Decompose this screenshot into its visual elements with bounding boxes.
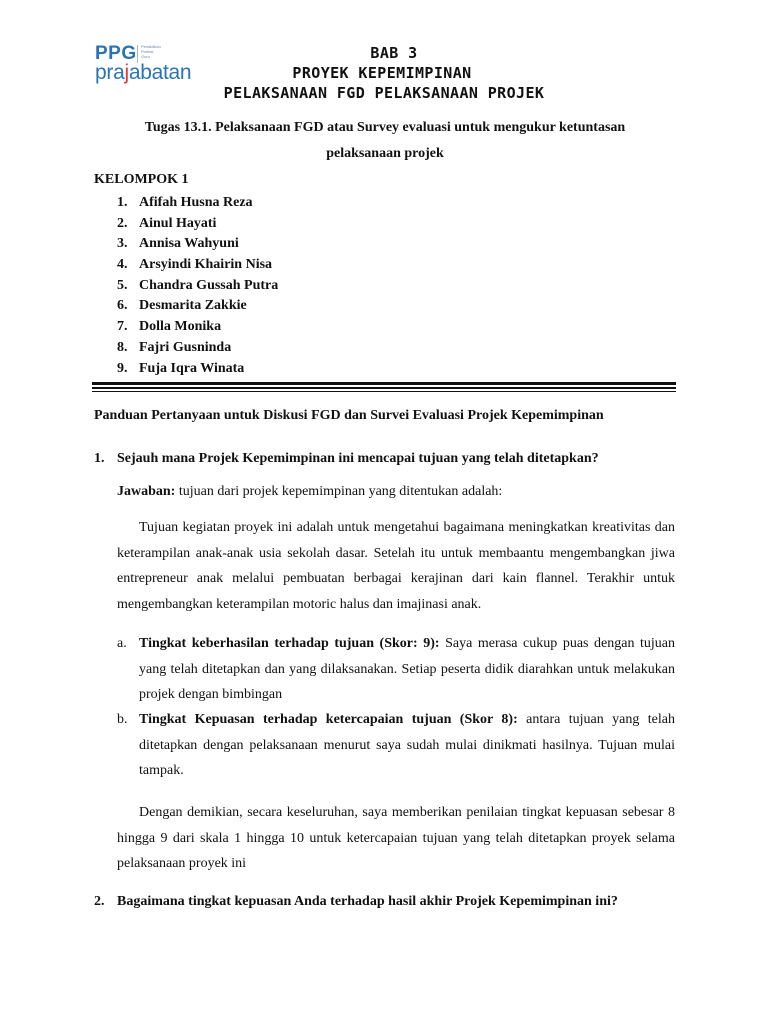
conclusion-paragraph: Dengan demikian, secara keseluruhan, saya memberikan penilaian tingkat kepuasan sebesar 8 hingga 9 dari skala 1 hingga 10 untuk ketercapaian tujuan yang telah ditetapkan proyek selama pelaksanaan proyek ini (117, 805, 675, 871)
logo-wordmark: prajabatan (95, 61, 192, 84)
chapter-title: BAB 3 (370, 44, 418, 62)
section-title: PELAKSANAAN FGD PELAKSANAAN PROJEK (223, 84, 545, 102)
answer-intro: Jawaban: tujuan dari projek kepemimpinan yang ditentukan adalah: (117, 484, 503, 499)
guide-title: Panduan Pertanyaan untuk Diskusi FGD dan Survei Evaluasi Projek Kepemimpinan (94, 408, 604, 423)
logo-ppg-text: PPG (95, 43, 137, 64)
question-1: 1. Sejauh mana Projek Kepemimpinan ini mencapai tujuan yang telah ditetapkan? (94, 451, 599, 466)
list-item: 7. Dolla Monika (117, 319, 222, 335)
list-item: 4. Arsyindi Khairin Nisa (117, 257, 273, 273)
question-2: 2. Bagaimana tingkat kepuasan Anda terhadap hasil akhir Projek Kepemimpinan ini? (94, 894, 618, 909)
divider-thin (92, 391, 676, 392)
member-list (95, 194, 278, 380)
list-item: 3. Annisa Wahyuni (117, 236, 239, 252)
list-item: 8. Fajri Gusninda (117, 339, 232, 355)
list-item: 5. Chandra Gussah Putra (117, 277, 279, 293)
task-title-line1: Tugas 13.1. Pelaksanaan FGD atau Survey evaluasi untuk mengukur ketuntasan (144, 120, 626, 135)
group-title: KELOMPOK 1 (94, 172, 189, 187)
sub-point-b: b. Tingkat Kepuasan terhadap ketercapaian tujuan (Skor 8): antara tujuan yang telah ditetapkan dengan pelaksanaan menurut saya sudah mulai dinikmati hasilnya. Tujuan mulai tampak. (117, 712, 675, 778)
task-title-line2: pelaksanaan projek (326, 146, 444, 161)
logo-small-text: Pendidikan Profesi Guru (141, 44, 161, 59)
divider-thick (92, 382, 676, 385)
list-item: 2. Ainul Hayati (117, 215, 217, 231)
answer-paragraph: Tujuan kegiatan proyek ini adalah untuk mengetahui bagaimana meningkatkan kreativitas dan keterampilan anak-anak usia sekolah dasar. Setelah itu untuk membaantu mengembangkan jiwa entrepreneur anak melalui pembuatan berbagai kerajinan dari kain flannel. Terakhir untuk mengembangkan keterampilan motoric halus dan imajinasi anak. (117, 520, 675, 612)
divider-medium (92, 387, 676, 389)
project-title: PROYEK KEPEMIMPINAN (292, 64, 472, 82)
list-item: 6. Desmarita Zakkie (117, 298, 247, 314)
sub-point-a: a. Tingkat keberhasilan terhadap tujuan (Skor: 9): Saya merasa cukup puas dengan tujuan yang telah ditetapkan dan yang dilaksanakan. Setiap peserta didik diarahkan untuk melakukan projek dengan bimbingan (117, 636, 675, 702)
list-item: 1. Afifah Husna Reza (117, 195, 253, 210)
list-item: 9. Fuja Iqra Winata (117, 360, 245, 376)
